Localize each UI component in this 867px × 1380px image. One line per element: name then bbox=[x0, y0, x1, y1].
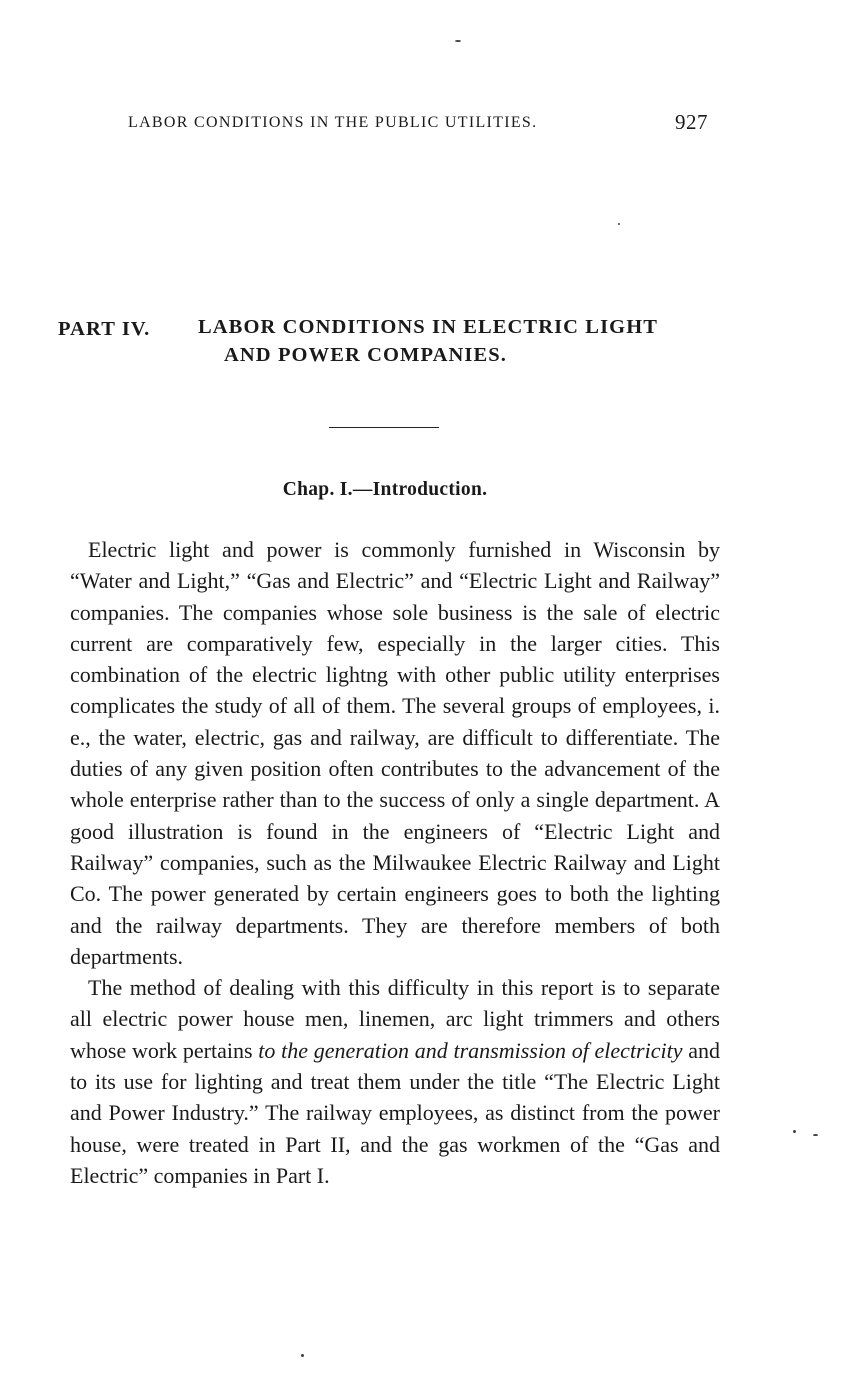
scan-speck bbox=[618, 223, 620, 225]
scan-speck bbox=[813, 1134, 818, 1136]
running-head bbox=[128, 110, 708, 138]
paragraph-2-end: and to its use for lighting and treat them under the title “The Electric Light and Power Industry.” The railway employees, as distinct from the power house, were treated in Part II, and the gas workmen of the “Gas and Electric” companies in Part I. bbox=[70, 1037, 720, 1188]
paragraph-2-italic: to the generation and transmission of electricity bbox=[258, 1037, 683, 1063]
running-head-title: LABOR CONDITIONS IN THE PUBLIC UTILITIES. bbox=[128, 114, 538, 131]
paragraph-2 bbox=[70, 972, 720, 1191]
chapter-heading: Chap. I.—Introduction. bbox=[282, 479, 488, 500]
part-title-line-1: LABOR CONDITIONS IN ELECTRIC LIGHT bbox=[198, 316, 659, 338]
paragraph-2-start: The method of dealing with this difficulty in this report is to separate all electric power house men, linemen, arc light trimmers and others whose work pertains bbox=[70, 975, 720, 1063]
scan-speck bbox=[455, 40, 461, 42]
scan-speck bbox=[301, 1354, 304, 1357]
body-text bbox=[70, 534, 720, 1191]
page-number: 927 bbox=[675, 110, 708, 134]
part-title bbox=[198, 313, 718, 369]
scan-speck bbox=[793, 1130, 796, 1133]
part-title-line-2: AND POWER COMPANIES. bbox=[224, 344, 507, 366]
paragraph-1: Electric light and power is commonly furnished in Wisconsin by “Water and Light,” “Gas and Electric” and “Electric Light and Railway” companies. The companies whose sole business is the sale of electric current are comparatively few, especially in the larger cities. This combination of the electric lightng with other public utility enterprises complicates the study of all of them. The several groups of employees, i. e., the water, electric, gas and railway, are difficult to differentiate. The duties of any given position often contributes to the advancement of the whole enterprise rather than to the success of only a single department. A good illustration is found in the engineers of “Electric Light and Railway” companies, such as the Milwaukee Electric Railway and Light Co. The power generated by certain engineers goes to both the lighting and the railway departments. They are therefore members of both departments. bbox=[70, 537, 720, 969]
part-label: PART IV. bbox=[58, 318, 151, 340]
section-divider bbox=[329, 427, 439, 428]
